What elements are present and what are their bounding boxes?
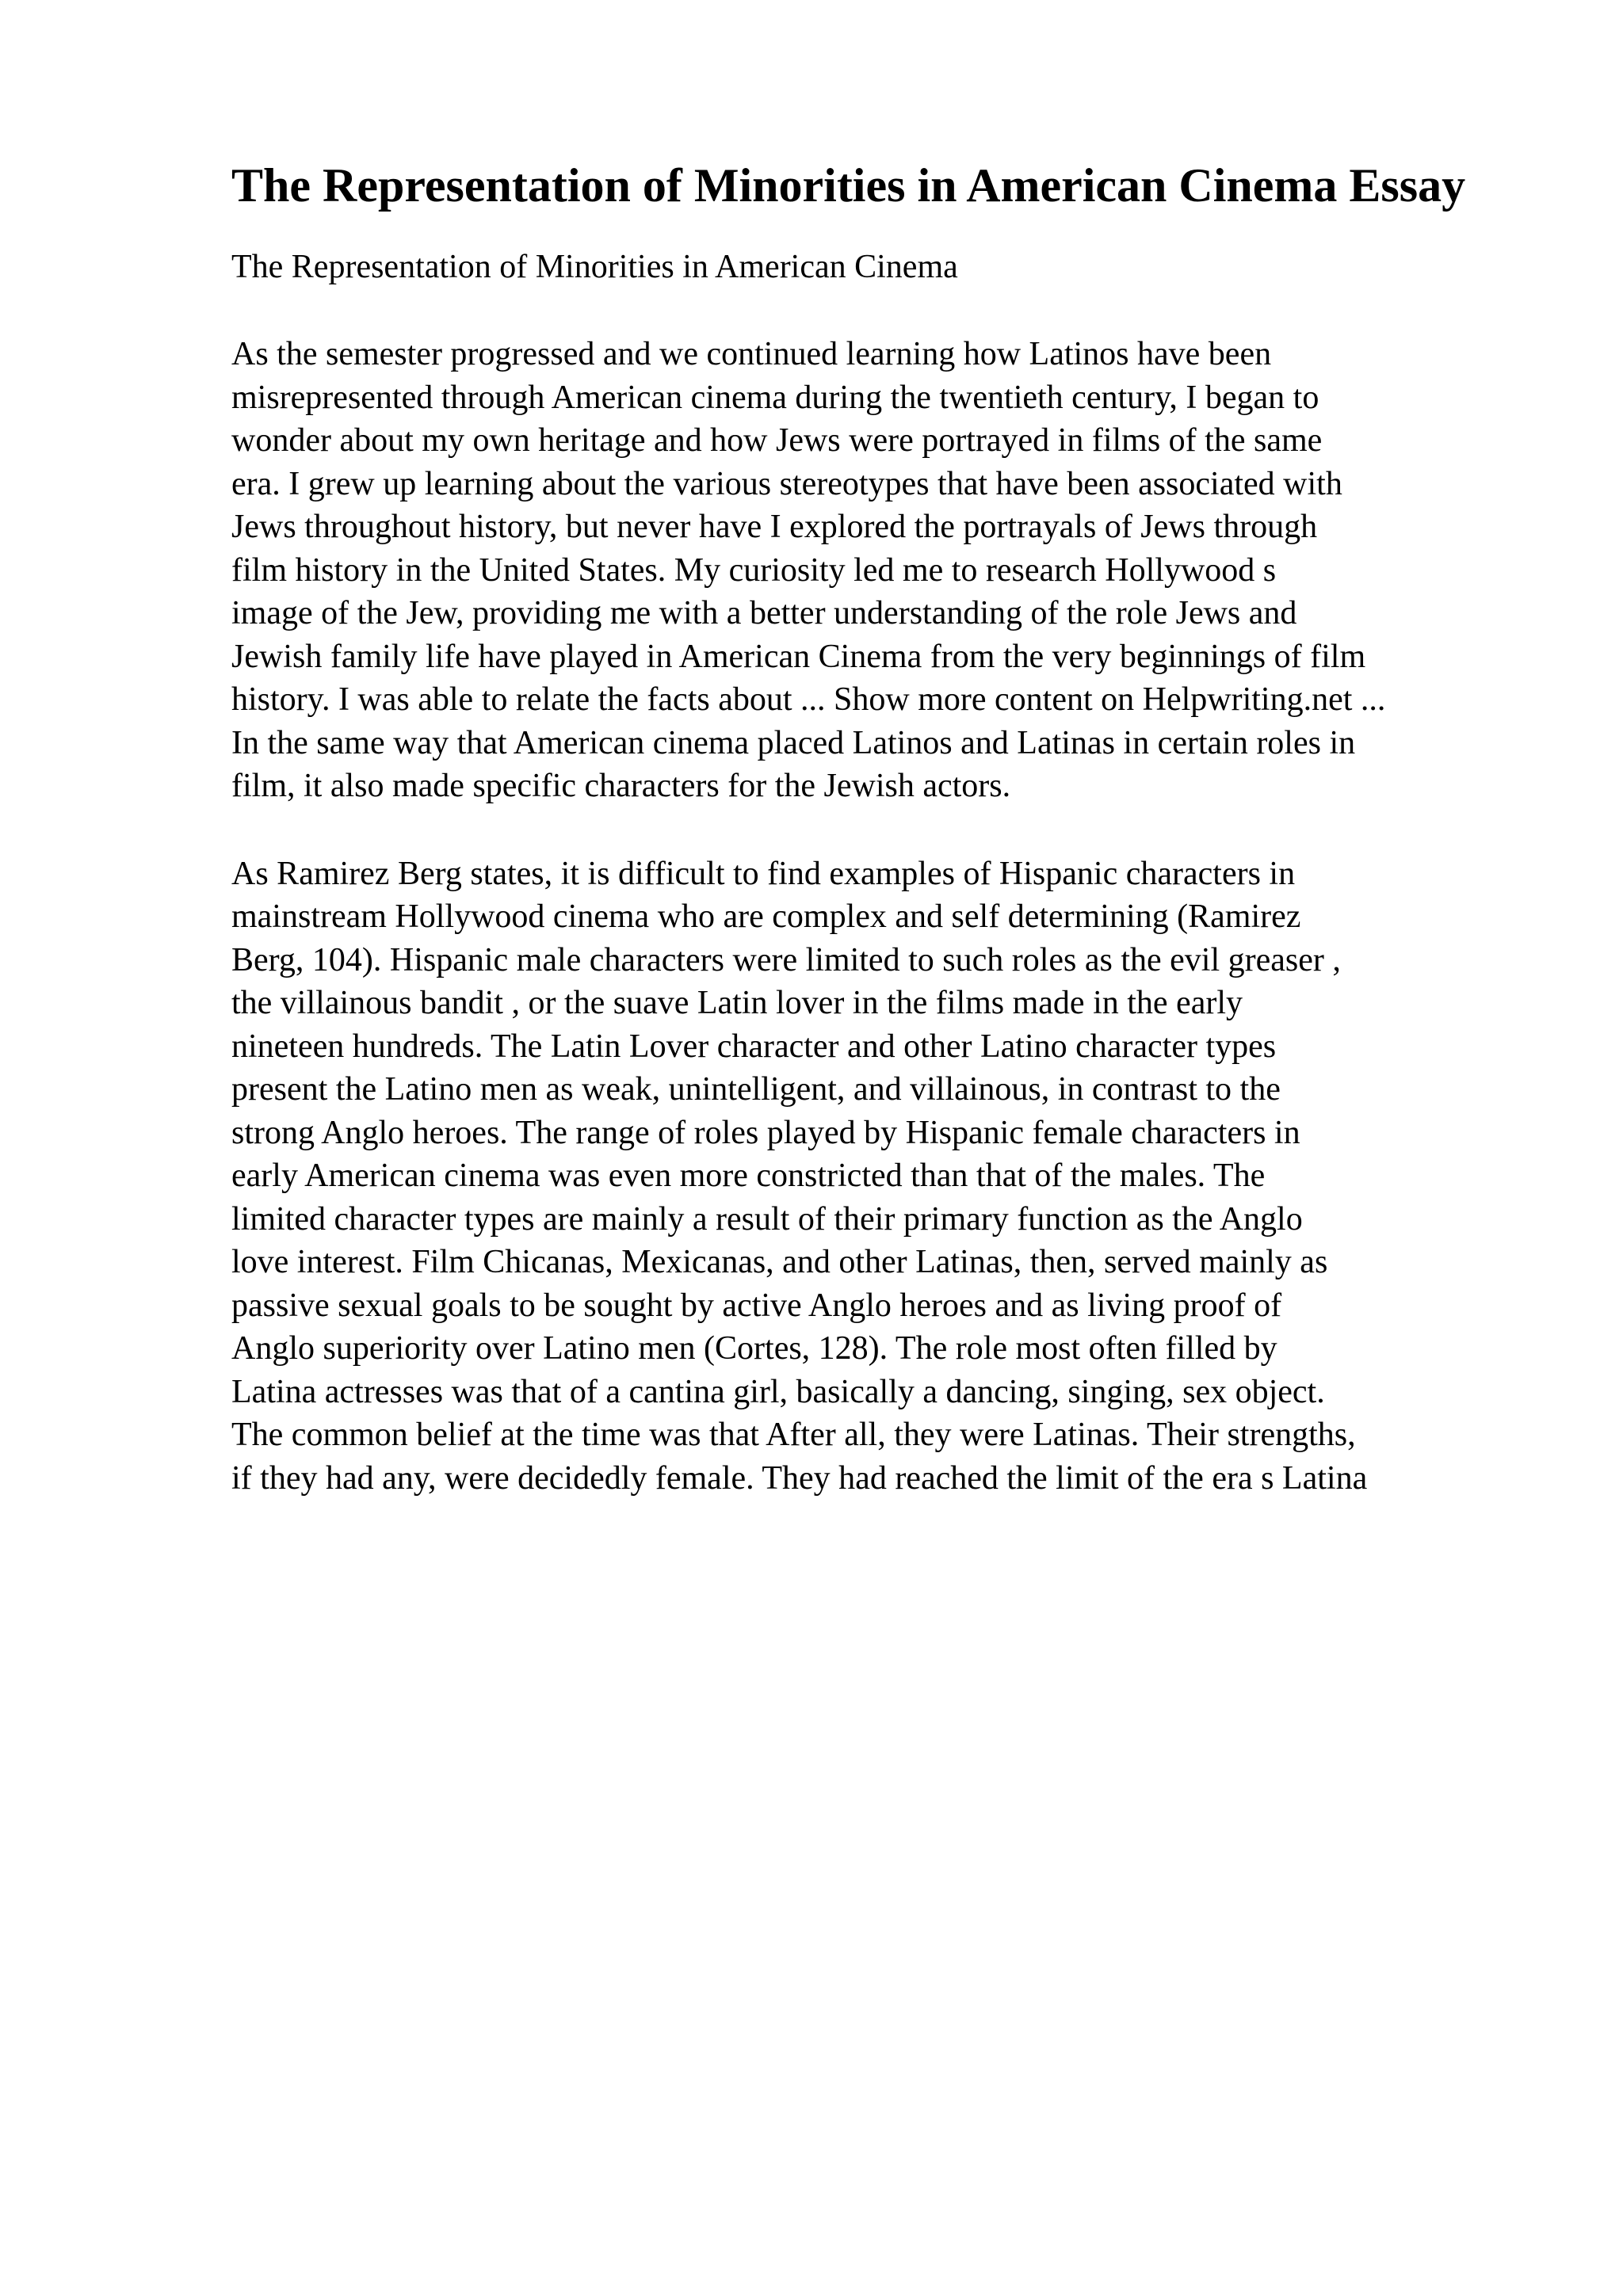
paragraph-line: history. I was able to relate the facts about ... Show more content on Helpwriting.net ... [231,681,1386,718]
document-subtitle: The Representation of Minorities in American Cinema [231,249,958,285]
paragraph-line: film history in the United States. My curiosity led me to research Hollywood s [231,551,1277,589]
paragraph-line: Jews throughout history, but never have I explored the portrayals of Jews through [231,509,1318,545]
paragraph-line: early American cinema was even more constricted than that of the males. The [231,1158,1266,1194]
paragraph-line: if they had any, were decidedly female. They had reached the limit of the era s Latina [231,1459,1368,1497]
paragraph-line: present the Latino men as weak, unintelligent, and villainous, in contrast to the [231,1071,1281,1108]
document-content [231,155,1563,1500]
paragraph-line: As the semester progressed and we continued learning how Latinos have been [231,336,1272,372]
paragraph-line: passive sexual goals to be sought by active Anglo heroes and as living proof of [231,1287,1282,1324]
paragraph-line: The common belief at the time was that After all, they were Latinas. Their strengths, [231,1417,1356,1453]
paragraph-line: strong Anglo heroes. The range of roles played by Hispanic female characters in [231,1114,1300,1151]
paragraph-2 [231,852,1563,1501]
paragraph-line: nineteen hundreds. The Latin Lover character and other Latino character types [231,1028,1277,1065]
paragraph-1 [231,333,1563,808]
paragraph-line: love interest. Film Chicanas, Mexicanas, and other Latinas, then, served mainly as [231,1244,1328,1280]
paragraph-line: era. I grew up learning about the various stereotypes that have been associated with [231,465,1342,502]
paragraph-line: Latina actresses was that of a cantina girl, basically a dancing, singing, sex object. [231,1373,1325,1410]
paragraph-line: mainstream Hollywood cinema who are complex and self determining (Ramirez [231,898,1301,935]
paragraph-line: limited character types are mainly a result of their primary function as the Anglo [231,1200,1303,1238]
paragraph-line: Jewish family life have played in American Cinema from the very beginnings of film [231,638,1366,675]
paragraph-line: Berg, 104). Hispanic male characters were limited to such roles as the evil greaser , [231,941,1341,978]
paragraph-line: In the same way that American cinema placed Latinos and Latinas in certain roles in [231,724,1356,761]
paragraph-line: the villainous bandit , or the suave Latin lover in the films made in the early [231,985,1243,1021]
paragraph-line: Anglo superiority over Latino men (Cortes, 128). The role most often filled by [231,1330,1277,1367]
paragraph-line: As Ramirez Berg states, it is difficult to find examples of Hispanic characters in [231,855,1296,892]
paragraph-line: misrepresented through American cinema during the twentieth century, I began to [231,379,1319,416]
paragraph-line: wonder about my own heritage and how Jews were portrayed in films of the same [231,422,1323,459]
document-title: The Representation of Minorities in American Cinema Essay [231,159,1466,212]
paragraph-line: film, it also made specific characters for the Jewish actors. [231,768,1011,804]
paragraph-line: image of the Jew, providing me with a better understanding of the role Jews and [231,595,1297,631]
